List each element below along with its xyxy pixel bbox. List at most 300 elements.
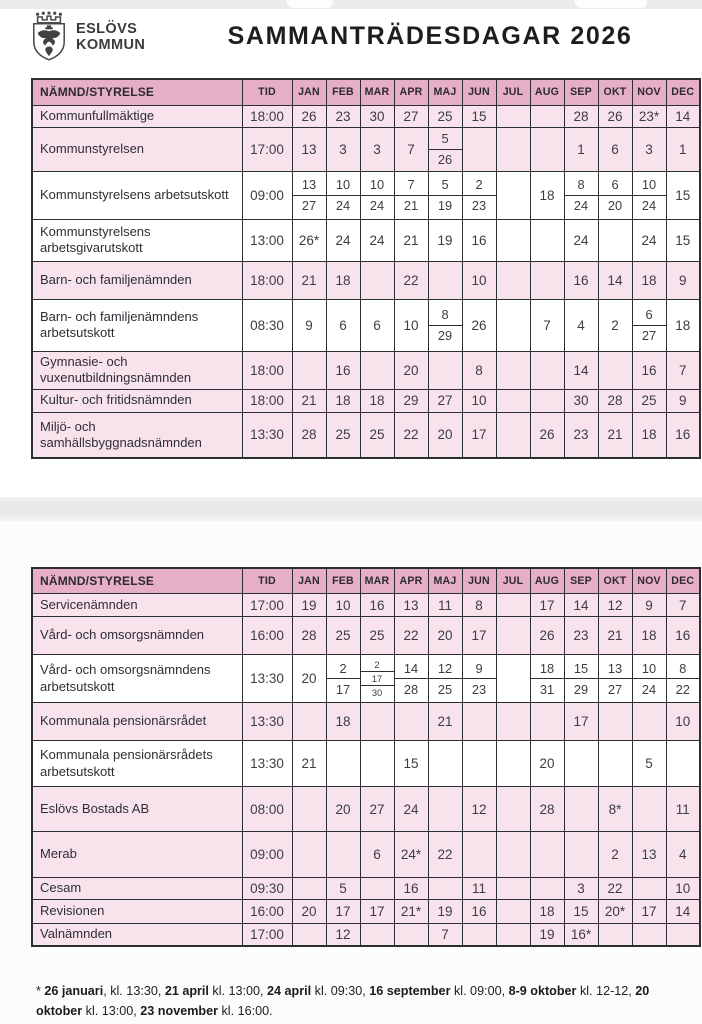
column-header-apr: APR [394, 79, 428, 105]
table-row [32, 617, 700, 655]
day-cell-jul [496, 299, 530, 351]
column-header-jun: JUN [462, 79, 496, 105]
day-cell-jul [496, 832, 530, 878]
day-value: 27 [599, 678, 632, 699]
day-cell-sep [564, 787, 598, 832]
day-value: 29 [429, 325, 462, 346]
day-cell-maj [428, 878, 462, 900]
day-cell-jan: 26* [292, 219, 326, 261]
day-cell-jul [496, 105, 530, 127]
committee-name: Miljö- och samhällsbyggnadsnämnden [32, 412, 242, 458]
day-cell-feb: 18 [326, 389, 360, 412]
day-cell-mar: 27 [360, 787, 394, 832]
day-cell-nov [632, 171, 666, 219]
column-header-jan: JAN [292, 79, 326, 105]
day-value: 24 [327, 195, 360, 216]
day-cell-jun: 17 [462, 617, 496, 655]
day-cell-dec: 9 [666, 389, 700, 412]
day-cell-sep: 1 [564, 127, 598, 171]
day-cell-jul [496, 617, 530, 655]
day-value: 5 [441, 177, 449, 192]
day-cell-jan: 21 [292, 389, 326, 412]
day-cell-dec: 10 [666, 703, 700, 741]
day-cell-mar: 25 [360, 412, 394, 458]
day-cell-aug: 18 [530, 171, 564, 219]
day-value: 22 [667, 678, 700, 699]
day-cell-mar [360, 171, 394, 219]
meeting-time: 18:00 [242, 261, 292, 299]
footnote-date: 8-9 oktober [508, 984, 577, 998]
table-row [32, 127, 700, 171]
day-cell-aug [530, 127, 564, 171]
meeting-time: 09:30 [242, 878, 292, 900]
day-cell-sep: 3 [564, 878, 598, 900]
day-cell-okt: 2 [598, 299, 632, 351]
day-cell-maj: 19 [428, 219, 462, 261]
day-value: 8 [577, 177, 585, 192]
day-cell-maj [428, 655, 462, 703]
day-value: 5 [441, 131, 449, 146]
meeting-time: 18:00 [242, 105, 292, 127]
table-row [32, 412, 700, 458]
column-header-jul: JUL [496, 568, 530, 594]
day-cell-dec: 11 [666, 787, 700, 832]
day-cell-jan: 19 [292, 594, 326, 617]
day-cell-apr: 15 [394, 741, 428, 787]
day-cell-jul [496, 219, 530, 261]
day-cell-jan [292, 878, 326, 900]
day-cell-okt: 2 [598, 832, 632, 878]
day-cell-jul [496, 878, 530, 900]
day-cell-aug [530, 351, 564, 389]
column-header-feb: FEB [326, 568, 360, 594]
day-cell-okt: 12 [598, 594, 632, 617]
day-cell-jul [496, 594, 530, 617]
day-value: 10 [369, 177, 385, 192]
day-value: 28 [395, 678, 428, 699]
meeting-time: 16:00 [242, 617, 292, 655]
meeting-time: 09:00 [242, 171, 292, 219]
day-cell-jun [462, 703, 496, 741]
day-value: 12 [437, 660, 453, 676]
day-cell-apr: 22 [394, 261, 428, 299]
day-cell-apr: 21 [394, 219, 428, 261]
day-cell-feb: 12 [326, 924, 360, 946]
meeting-time: 13:00 [242, 219, 292, 261]
day-value: 6 [611, 177, 619, 192]
day-cell-feb [326, 832, 360, 878]
page-title: SAMMANTRÄDESDAGAR 2026 [227, 22, 633, 50]
day-cell-aug: 28 [530, 787, 564, 832]
day-cell-jan: 20 [292, 900, 326, 924]
day-cell-dec: 15 [666, 171, 700, 219]
day-cell-jul [496, 412, 530, 458]
meeting-time: 13:30 [242, 741, 292, 787]
schedule-table-1-wrap [31, 78, 699, 459]
column-header-mar: MAR [360, 79, 394, 105]
day-cell-feb: 5 [326, 878, 360, 900]
day-value: 26 [429, 149, 462, 170]
day-cell-nov: 9 [632, 594, 666, 617]
day-cell-mar: 25 [360, 617, 394, 655]
day-cell-maj [428, 299, 462, 351]
day-value: 8 [679, 660, 687, 676]
day-cell-jun: 16 [462, 219, 496, 261]
day-cell-apr: 22 [394, 617, 428, 655]
day-cell-sep: 17 [564, 703, 598, 741]
table-row [32, 351, 700, 389]
day-cell-maj [428, 741, 462, 787]
table-row [32, 261, 700, 299]
day-cell-mar: 6 [360, 299, 394, 351]
footnote-text: kl. 12-12, [576, 984, 636, 998]
day-cell-apr [394, 655, 428, 703]
day-cell-maj [428, 351, 462, 389]
meeting-time: 13:30 [242, 655, 292, 703]
table-row [32, 900, 700, 924]
table-row [32, 105, 700, 127]
day-cell-nov: 17 [632, 900, 666, 924]
day-value: 8 [441, 307, 449, 322]
day-cell-jul [496, 741, 530, 787]
meeting-time: 17:00 [242, 594, 292, 617]
day-cell-sep: 4 [564, 299, 598, 351]
footnote-date: 21 april [164, 984, 209, 998]
day-cell-sep: 28 [564, 105, 598, 127]
device-top-strip [0, 0, 702, 9]
day-value: 30 [361, 685, 394, 699]
day-cell-sep: 23 [564, 412, 598, 458]
day-cell-maj: 7 [428, 924, 462, 946]
schedule-table-1 [31, 78, 701, 459]
day-cell-apr [394, 924, 428, 946]
column-header-aug: AUG [530, 568, 564, 594]
day-cell-dec: 18 [666, 299, 700, 351]
day-cell-jan [292, 787, 326, 832]
column-header-maj: MAJ [428, 79, 462, 105]
day-cell-jan: 20 [292, 655, 326, 703]
page-break-band [0, 497, 702, 521]
column-header-n-mnd-styrelse: NÄMND/STYRELSE [32, 79, 242, 105]
day-cell-apr: 7 [394, 127, 428, 171]
day-cell-maj [428, 261, 462, 299]
day-value: 6 [645, 307, 653, 322]
day-cell-jan [292, 924, 326, 946]
day-cell-jun: 17 [462, 412, 496, 458]
meeting-time: 08:30 [242, 299, 292, 351]
day-cell-okt [598, 655, 632, 703]
day-value: 27 [293, 195, 326, 216]
table-row [32, 878, 700, 900]
day-cell-okt: 28 [598, 389, 632, 412]
day-value: 14 [403, 660, 419, 676]
day-cell-jun [462, 832, 496, 878]
day-cell-jan [292, 351, 326, 389]
day-value: 24 [361, 195, 394, 216]
day-cell-jan [292, 832, 326, 878]
day-cell-dec [666, 924, 700, 946]
day-cell-apr: 24* [394, 832, 428, 878]
day-cell-feb: 10 [326, 594, 360, 617]
day-cell-sep [564, 655, 598, 703]
table-row [32, 787, 700, 832]
column-header-mar: MAR [360, 568, 394, 594]
meeting-time: 09:00 [242, 832, 292, 878]
day-value: 17 [361, 671, 394, 685]
day-cell-jun [462, 741, 496, 787]
committee-name: Revisionen [32, 900, 242, 924]
committee-name: Barn- och familjenämndens arbetsutskott [32, 299, 242, 351]
committee-name: Barn- och familjenämnden [32, 261, 242, 299]
column-header-sep: SEP [564, 568, 598, 594]
day-cell-dec [666, 655, 700, 703]
day-cell-dec: 9 [666, 261, 700, 299]
day-cell-jan [292, 171, 326, 219]
committee-name: Servicenämnden [32, 594, 242, 617]
table-row [32, 832, 700, 878]
day-cell-okt [598, 741, 632, 787]
day-cell-sep: 16 [564, 261, 598, 299]
day-cell-jan: 21 [292, 261, 326, 299]
footnote-text: * [36, 984, 45, 998]
day-cell-sep: 14 [564, 594, 598, 617]
day-cell-jan: 13 [292, 127, 326, 171]
day-cell-jan: 28 [292, 617, 326, 655]
day-cell-jun: 10 [462, 261, 496, 299]
table-row [32, 924, 700, 946]
meeting-time: 13:30 [242, 703, 292, 741]
day-cell-mar [360, 351, 394, 389]
day-cell-jun: 15 [462, 105, 496, 127]
day-cell-aug: 26 [530, 617, 564, 655]
day-cell-jul [496, 351, 530, 389]
day-cell-nov: 18 [632, 412, 666, 458]
table-header-row [32, 568, 700, 594]
day-cell-sep: 14 [564, 351, 598, 389]
committee-name: Vård- och omsorgsnämnden [32, 617, 242, 655]
day-cell-mar [360, 655, 394, 703]
day-cell-dec: 16 [666, 617, 700, 655]
day-cell-dec [666, 741, 700, 787]
day-cell-jun [462, 127, 496, 171]
day-value: 2 [374, 659, 380, 670]
day-cell-mar [360, 261, 394, 299]
footnote-date: 16 september [369, 984, 451, 998]
day-cell-apr: 29 [394, 389, 428, 412]
day-cell-dec: 7 [666, 351, 700, 389]
day-cell-maj [428, 127, 462, 171]
day-cell-sep [564, 171, 598, 219]
day-cell-jun: 10 [462, 389, 496, 412]
committee-name: Kommunala pensionärsrådets arbetsutskott [32, 741, 242, 787]
footnote-date: 20 oktober [36, 984, 650, 1019]
table-row [32, 703, 700, 741]
column-header-dec: DEC [666, 568, 700, 594]
day-cell-maj [428, 787, 462, 832]
column-header-apr: APR [394, 568, 428, 594]
day-cell-jul [496, 655, 530, 703]
column-header-nov: NOV [632, 568, 666, 594]
day-cell-feb [326, 171, 360, 219]
day-cell-okt: 22 [598, 878, 632, 900]
day-cell-maj [428, 171, 462, 219]
day-cell-sep: 23 [564, 617, 598, 655]
day-cell-jun: 8 [462, 594, 496, 617]
day-value: 20 [599, 195, 632, 216]
day-cell-apr: 27 [394, 105, 428, 127]
day-cell-mar: 3 [360, 127, 394, 171]
day-cell-okt [598, 703, 632, 741]
day-cell-aug [530, 655, 564, 703]
day-cell-jan: 9 [292, 299, 326, 351]
day-cell-jun: 8 [462, 351, 496, 389]
day-cell-sep: 30 [564, 389, 598, 412]
day-value: 10 [335, 177, 351, 192]
table-row [32, 741, 700, 787]
day-cell-jun: 26 [462, 299, 496, 351]
schedule-table-2 [31, 567, 701, 947]
day-cell-feb: 6 [326, 299, 360, 351]
day-cell-aug: 7 [530, 299, 564, 351]
day-cell-feb: 25 [326, 412, 360, 458]
day-cell-sep [564, 832, 598, 878]
committee-name: Kultur- och fritidsnämnden [32, 389, 242, 412]
committee-name: Gymnasie- och vuxenutbildningsnämnden [32, 351, 242, 389]
day-cell-dec: 14 [666, 900, 700, 924]
day-cell-maj: 22 [428, 832, 462, 878]
column-header-feb: FEB [326, 79, 360, 105]
column-header-tid: TID [242, 79, 292, 105]
day-cell-jun: 11 [462, 878, 496, 900]
day-value: 24 [565, 195, 598, 216]
day-cell-dec: 1 [666, 127, 700, 171]
day-cell-feb: 3 [326, 127, 360, 171]
day-cell-mar: 24 [360, 219, 394, 261]
committee-name: Kommunstyrelsen [32, 127, 242, 171]
day-value: 10 [641, 660, 657, 676]
day-cell-okt: 21 [598, 412, 632, 458]
day-value: 24 [633, 195, 666, 216]
day-value: 31 [531, 678, 564, 699]
day-cell-maj: 20 [428, 617, 462, 655]
day-value: 15 [573, 660, 589, 676]
column-header-jun: JUN [462, 568, 496, 594]
committee-name: Kommunala pensionärsrådet [32, 703, 242, 741]
day-cell-maj: 11 [428, 594, 462, 617]
day-cell-okt [598, 219, 632, 261]
meeting-time: 18:00 [242, 389, 292, 412]
day-cell-feb: 17 [326, 900, 360, 924]
day-cell-jul [496, 900, 530, 924]
day-cell-apr: 10 [394, 299, 428, 351]
day-cell-okt: 6 [598, 127, 632, 171]
day-cell-nov [632, 703, 666, 741]
day-cell-apr: 24 [394, 787, 428, 832]
day-cell-aug: 20 [530, 741, 564, 787]
table-row [32, 655, 700, 703]
day-cell-nov [632, 299, 666, 351]
day-cell-jul [496, 787, 530, 832]
day-cell-nov: 16 [632, 351, 666, 389]
committee-name: Kommunstyrelsens arbetsgivarutskott [32, 219, 242, 261]
day-cell-mar [360, 703, 394, 741]
day-cell-maj: 27 [428, 389, 462, 412]
municipality-logo [30, 11, 145, 63]
day-cell-apr: 20 [394, 351, 428, 389]
day-cell-okt [598, 171, 632, 219]
day-cell-nov: 5 [632, 741, 666, 787]
day-cell-mar [360, 924, 394, 946]
day-value: 10 [641, 177, 657, 192]
day-value: 19 [429, 195, 462, 216]
day-cell-maj: 25 [428, 105, 462, 127]
committee-name: Eslövs Bostads AB [32, 787, 242, 832]
column-header-okt: OKT [598, 568, 632, 594]
day-cell-jul [496, 924, 530, 946]
column-header-aug: AUG [530, 79, 564, 105]
day-cell-jan: 21 [292, 741, 326, 787]
day-value: 18 [539, 660, 555, 676]
day-cell-aug: 17 [530, 594, 564, 617]
day-cell-sep: 15 [564, 900, 598, 924]
meeting-time: 13:30 [242, 412, 292, 458]
day-cell-aug [530, 832, 564, 878]
day-cell-okt: 26 [598, 105, 632, 127]
day-cell-aug: 26 [530, 412, 564, 458]
day-cell-mar: 30 [360, 105, 394, 127]
committee-name: Merab [32, 832, 242, 878]
footnote-text: kl. 13:00, [208, 984, 268, 998]
day-value: 2 [475, 177, 483, 192]
day-value: 13 [607, 660, 623, 676]
day-cell-feb: 20 [326, 787, 360, 832]
day-cell-aug [530, 703, 564, 741]
day-cell-nov [632, 655, 666, 703]
day-value: 2 [339, 660, 347, 676]
day-cell-jan: 28 [292, 412, 326, 458]
footnote-text: kl. 16:00. [218, 1004, 273, 1019]
top-ui-fragment [575, 0, 647, 8]
column-header-dec: DEC [666, 79, 700, 105]
footnote-text: kl. 09:00, [450, 984, 509, 998]
day-cell-maj: 19 [428, 900, 462, 924]
day-cell-sep: 16* [564, 924, 598, 946]
coat-of-arms-icon [30, 11, 68, 63]
day-cell-apr [394, 703, 428, 741]
day-value: 9 [475, 660, 483, 676]
day-cell-dec: 15 [666, 219, 700, 261]
meeting-time: 17:00 [242, 924, 292, 946]
top-ui-fragment [287, 0, 333, 8]
day-cell-jun [462, 924, 496, 946]
day-value: 23 [463, 195, 496, 216]
table-row [32, 594, 700, 617]
logo-line1: ESLÖVS [76, 20, 138, 37]
day-cell-apr: 21* [394, 900, 428, 924]
column-header-jan: JAN [292, 568, 326, 594]
table-row [32, 219, 700, 261]
day-cell-nov [632, 787, 666, 832]
footnote [36, 981, 672, 1021]
day-cell-mar: 17 [360, 900, 394, 924]
day-cell-aug [530, 261, 564, 299]
day-cell-feb: 18 [326, 703, 360, 741]
column-header-sep: SEP [564, 79, 598, 105]
day-cell-aug [530, 105, 564, 127]
day-cell-nov: 18 [632, 261, 666, 299]
day-cell-aug [530, 219, 564, 261]
meeting-time: 18:00 [242, 351, 292, 389]
